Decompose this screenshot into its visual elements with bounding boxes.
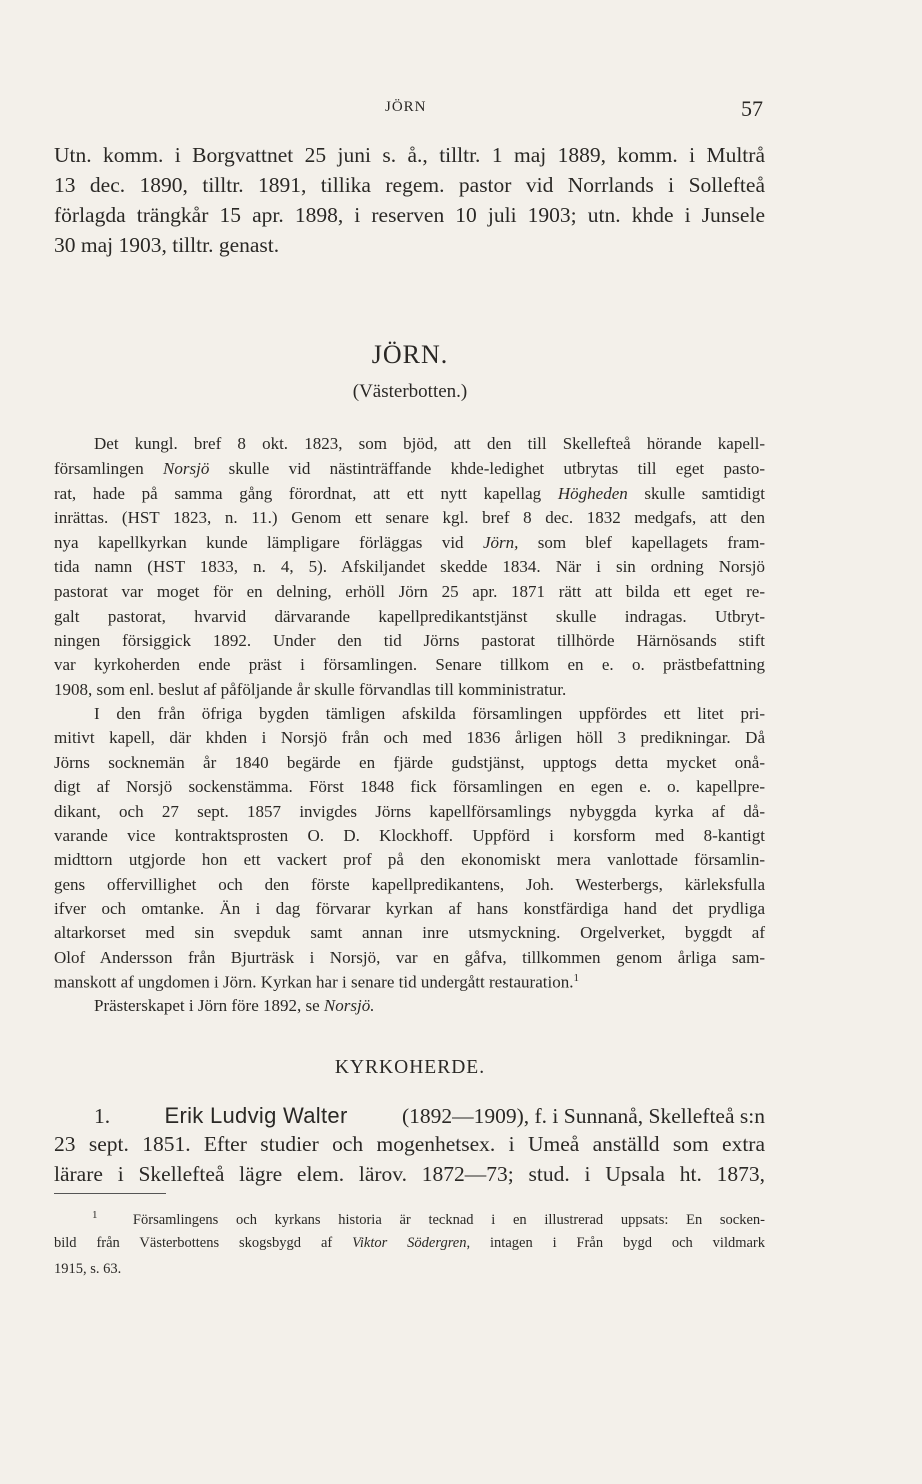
text-line: ifver och omtanke. Än i dag förvarar kyrkan af hans konstfärdiga hand det prydliga — [54, 899, 765, 918]
kyrkoherde-heading: KYRKOHERDE. — [334, 1057, 486, 1078]
page-number: 57 — [741, 96, 763, 121]
text-line: digt af Norsjö sockenstämma. Först 1848 fick församlingen en egen e. o. kapellpre- — [54, 777, 765, 796]
footnote-line-3: 1915, s. 63. — [54, 1261, 122, 1277]
text-line: gens offervillighet och den förste kapellpredikantens, Joh. Westerbergs, kärleksfulla — [54, 875, 765, 894]
footnote-text-2a: bild från Västerbottens skogsbygd af — [54, 1235, 353, 1251]
text-line: varande vice kontraktsprosten O. D. Klockhoff. Uppförd i korsform med 8-kantigt — [54, 826, 765, 845]
footnote-rule — [54, 1193, 166, 1194]
footnote-marker: 1 — [92, 1209, 98, 1221]
text-line: rat, hade på samma gång förordnat, att ett nytt kapellag Högheden skulle samtidigt — [54, 484, 766, 503]
text-line: nya kapellkyrkan kunde lämpligare förläggas vid Jörn, som blef kapellagets fram- — [54, 533, 765, 552]
text-line: församlingen Norsjö skulle vid nästinträffande khde-ledighet utbrytas till eget pasto- — [54, 459, 765, 478]
entry-line-2: 23 sept. 1851. Efter studier och mogenhetsex. i Umeå anställd som extra — [54, 1132, 765, 1156]
footnote-text-2b: , intagen i Från bygd och vildmark — [466, 1235, 766, 1251]
section-title: JÖRN. — [371, 340, 449, 369]
text-line: 30 maj 1903, tilltr. genast. — [54, 233, 280, 257]
text-line: var kyrkoherden ende präst i församlingen. Senare tillkom en e. o. prästbefattning — [54, 655, 765, 674]
italic-term: Norsjö — [163, 459, 210, 478]
text-line: altarkorset med sin svepduk samt annan inre utsmyckning. Orgelverket, byggdt af — [54, 923, 765, 942]
footnote-line-1 — [92, 1209, 765, 1229]
text-line: 1908, som enl. beslut af påföljande år skulle förvandlas till komministratur. — [54, 680, 567, 699]
text-line: Prästerskapet i Jörn före 1892, se Norsjö. — [94, 996, 375, 1015]
text-line: manskott af ungdomen i Jörn. Kyrkan har i senare tid undergått restauration.$^1$ — [54, 972, 579, 992]
text-line: dikant, och 27 sept. 1857 invigdes Jörns kapellförsamlings nybyggda kyrka af då- — [54, 802, 765, 821]
text-line: förlagda trängkår 15 apr. 1898, i reserven 10 juli 1903; utn. khde i Junsele — [54, 203, 765, 227]
text-line: Olof Andersson från Bjurträsk i Norsjö, var en gåfva, tillkommen genom årliga sam- — [54, 948, 765, 967]
text-line: Jörns socknemän år 1840 begärde en fjärde gudstjänst, upptogs detta mycket onå- — [54, 753, 765, 772]
entry-number: 1. — [94, 1104, 111, 1128]
entry-dates: (1892—1909), f. i Sunnanå, Skellefteå s:n — [401, 1104, 765, 1128]
section-subtitle: (Västerbotten.) — [352, 381, 468, 402]
text-line: midttorn utgjorde hon ett vackert prof på den ekonomiskt mera vanlottade församlin- — [54, 850, 765, 869]
text-line: tida namn (HST 1833, n. 4, 5). Afskiljandet skedde 1834. När i sin ordning Norsjö — [54, 557, 765, 576]
footnote-text-1: Församlingens och kyrkans historia är tecknad i en illustrerad uppsats: En socken- — [132, 1211, 765, 1228]
text-line: galt pastorat, hvarvid därvarande kapellpredikantstjänst skulle indragas. Utbryt- — [54, 607, 765, 626]
text-line: Utn. komm. i Borgvattnet 25 juni s. å., tilltr. 1 maj 1889, komm. i Multrå — [54, 143, 765, 167]
footnote-ref[interactable]: 1 — [573, 972, 579, 984]
footnote-author: Viktor Södergren — [352, 1235, 467, 1251]
italic-term: Högheden — [557, 484, 628, 503]
text-line: ningen försiggick 1892. Under den tid Jörns pastorat tillhörde Härnösands stift — [54, 631, 765, 650]
text-line: Det kungl. bref 8 okt. 1823, som bjöd, att den till Skellefteå hörande kapell- — [94, 434, 765, 453]
person-name: Erik Ludvig Walter — [164, 1103, 348, 1128]
text-line: inrättas. (HST 1823, n. 11.) Genom ett senare kgl. bref 8 dec. 1832 medgafs, att den — [54, 508, 765, 527]
text-line: 13 dec. 1890, tilltr. 1891, tillika regem. pastor vid Norrlands i Sollefteå — [54, 173, 765, 197]
italic-term: Jörn, — [482, 533, 519, 552]
italic-term: Norsjö. — [323, 996, 375, 1015]
text-line: pastorat var moget för en delning, erhöll Jörn 25 apr. 1871 rätt att bilda ett eget re- — [54, 582, 765, 601]
entry-line-1 — [94, 1103, 765, 1129]
footnote-line-2 — [54, 1235, 765, 1252]
text-line: mitivt kapell, där khden i Norsjö från och med 1836 årligen höll 3 predikningar. Då — [54, 728, 765, 747]
running-title: JÖRN — [385, 99, 427, 115]
text-line: I den från öfriga bygden tämligen afskilda församlingen uppfördes ett litet pri- — [94, 704, 765, 723]
entry-line-3: lärare i Skellefteå lägre elem. lärov. 1872—73; stud. i Upsala ht. 1873, — [54, 1162, 765, 1186]
